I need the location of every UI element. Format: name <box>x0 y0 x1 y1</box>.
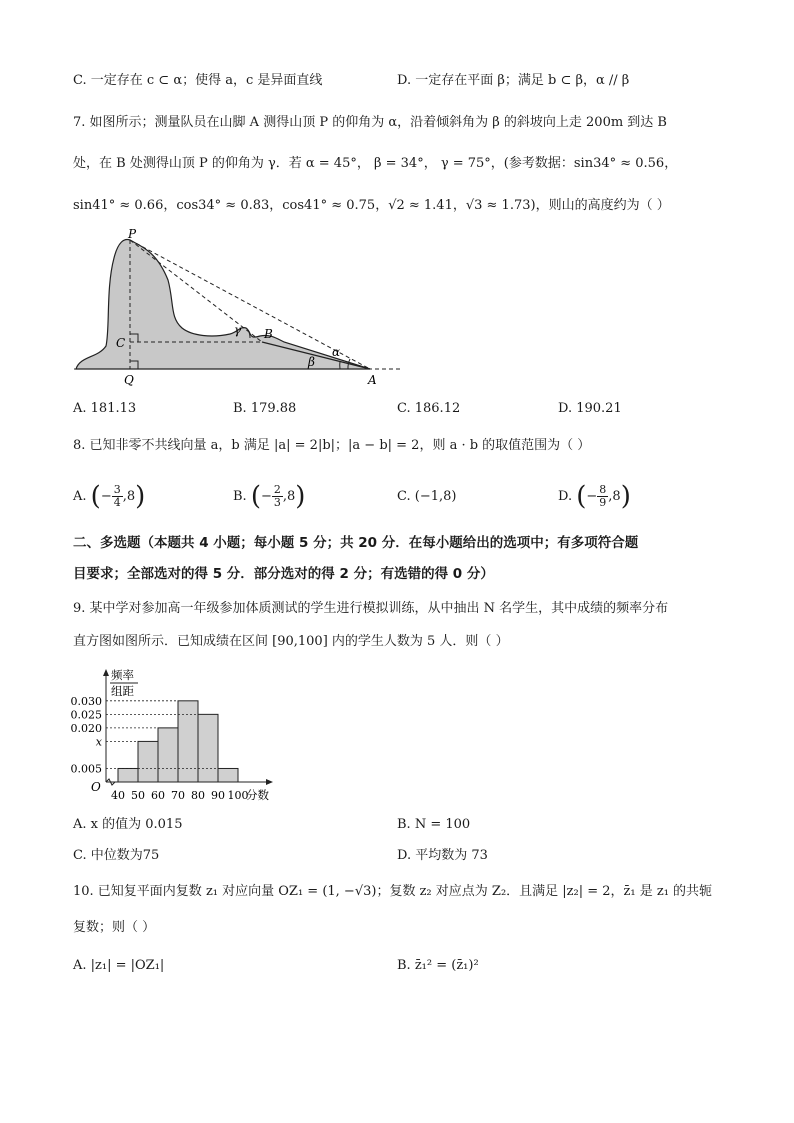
q7-stem-line2: 处，在 B 处测得山顶 P 的仰角为 γ．若 α = 45°， β = 34°， γ = 75°，(参考数据：sin34° ≈ 0.56， <box>73 156 678 171</box>
histogram-bar-50-60 <box>138 741 158 782</box>
q8-option-d: D. (− $\frac{8}{9}$ ,8) <box>558 481 631 512</box>
histogram-bar-60-70 <box>158 728 178 782</box>
label-p: P <box>128 228 137 241</box>
x-tick-label: 70 <box>171 789 185 802</box>
x-tick-label: 40 <box>111 789 125 802</box>
q8-option-a: A. (− $\frac{3}{4}$ ,8) <box>73 481 146 512</box>
q6-option-c: C. 一定存在 c ⊂ α；使得 a，c 是异面直线 <box>73 73 323 88</box>
q10-option-a: A. |z₁| = |OZ₁| <box>73 958 165 973</box>
label-alpha: α <box>332 345 341 359</box>
q7-mountain-figure <box>70 228 410 388</box>
q8-a-label: A. <box>73 489 87 504</box>
origin-label: O <box>91 780 101 794</box>
section2-heading-line1: 二、多选题（本题共 4 小题；每小题 5 分；共 20 分．在每小题给出的选项中；有多项符合题 <box>73 535 639 551</box>
q8-b-neg: − <box>260 489 272 504</box>
histogram-bar-80-90 <box>198 714 218 782</box>
q8-d-right: ,8 <box>608 489 621 504</box>
histogram-bar-40-50 <box>118 768 138 782</box>
label-beta: β <box>308 355 315 369</box>
x-axis-arrow <box>266 779 273 785</box>
y-axis-label-bottom: 组距 <box>111 684 134 698</box>
q7-option-a: A. 181.13 <box>73 401 137 416</box>
q7-option-b: B. 179.88 <box>233 401 297 416</box>
x-tick-label: 60 <box>151 789 165 802</box>
q6-option-d: D. 一定存在平面 β；满足 b ⊂ β，α // β <box>397 73 630 88</box>
q8-c-text: (−1,8) <box>414 489 457 504</box>
x-axis-label: 分数 <box>246 788 269 802</box>
section2-heading-line2: 目要求；全部选对的得 5 分．部分选对的得 2 分；有选错的得 0 分） <box>73 566 494 582</box>
label-q: Q <box>124 373 134 387</box>
x-tick-label: 100 <box>227 789 249 802</box>
y-tick-label: 0.030 <box>70 694 102 708</box>
q9-stem-line2: 直方图如图所示．已知成绩在区间 [90,100] 内的学生人数为 5 人．则（ ） <box>73 634 509 649</box>
y-tick-label: x <box>95 735 102 749</box>
q8-a-fraction: $\frac{3}{4}$ <box>113 483 121 509</box>
q10-stem-line1: 10. 已知复平面内复数 z₁ 对应向量 OZ₁ = (1, −√3)；复数 z₂ 对应点为 Z₂．且满足 |z₂| = 2，z̄₁ 是 z₁ 的共轭 <box>73 884 713 899</box>
q9-option-c: C. 中位数为75 <box>73 848 160 863</box>
q8-d-neg: − <box>586 489 598 504</box>
label-c: C <box>116 336 126 350</box>
x-tick-label: 80 <box>191 789 205 802</box>
q9-stem-line1: 9. 某中学对参加高一年级参加体质测试的学生进行模拟训练，从中抽出 N 名学生，其中成绩的频率分布 <box>73 601 669 616</box>
q8-stem: 8. 已知非零不共线向量 a，b 满足 |a| = 2|b|；|a − b| = 2，则 a · b 的取值范围为（ ） <box>73 438 591 453</box>
q7-option-c: C. 186.12 <box>397 401 461 416</box>
label-gamma: γ <box>234 323 242 337</box>
q8-option-c <box>397 487 456 507</box>
q7-stem-line3: sin41° ≈ 0.66，cos34° ≈ 0.83，cos41° ≈ 0.75，√2 ≈ 1.41，√3 ≈ 1.73)，则山的高度约为（ ） <box>73 198 670 213</box>
q9-option-a: A. x 的值为 0.015 <box>73 817 183 832</box>
x-tick-label: 90 <box>211 789 225 802</box>
q9-frequency-histogram <box>66 668 286 808</box>
q8-a-neg: − <box>100 489 112 504</box>
y-axis-label-top: 频率 <box>111 668 134 682</box>
x-tick-label: 50 <box>131 789 145 802</box>
q10-stem-line2: 复数；则（ ） <box>73 920 156 935</box>
q8-option-b: B. (− $\frac{2}{3}$ ,8) <box>233 481 306 512</box>
q8-c-label: C. <box>397 489 411 504</box>
q8-a-right: ,8 <box>122 489 136 504</box>
q8-d-label: D. <box>558 489 573 504</box>
q9-option-b: B. N = 100 <box>397 817 471 832</box>
y-tick-label: 0.005 <box>70 762 102 776</box>
y-tick-label: 0.020 <box>70 721 102 735</box>
q8-d-fraction: $\frac{8}{9}$ <box>599 483 607 509</box>
q7-option-d: D. 190.21 <box>558 401 622 416</box>
q8-b-right: ,8 <box>282 489 296 504</box>
label-a: A <box>368 373 377 387</box>
q10-option-b: B. z̄₁² = (z̄₁)² <box>397 958 479 973</box>
histogram-bar-70-80 <box>178 701 198 782</box>
q8-b-fraction: $\frac{2}{3}$ <box>273 483 281 509</box>
q7-stem-line1: 7. 如图所示；测量队员在山脚 A 测得山顶 P 的仰角为 α，沿着倾斜角为 β 的斜坡向上走 200m 到达 B <box>73 115 667 130</box>
label-b: B <box>264 327 273 341</box>
histogram-bar-90-100 <box>218 768 238 782</box>
q9-option-d: D. 平均数为 73 <box>397 848 488 863</box>
y-axis-arrow <box>103 669 109 676</box>
y-tick-label: 0.025 <box>70 708 102 722</box>
q8-b-label: B. <box>233 489 247 504</box>
